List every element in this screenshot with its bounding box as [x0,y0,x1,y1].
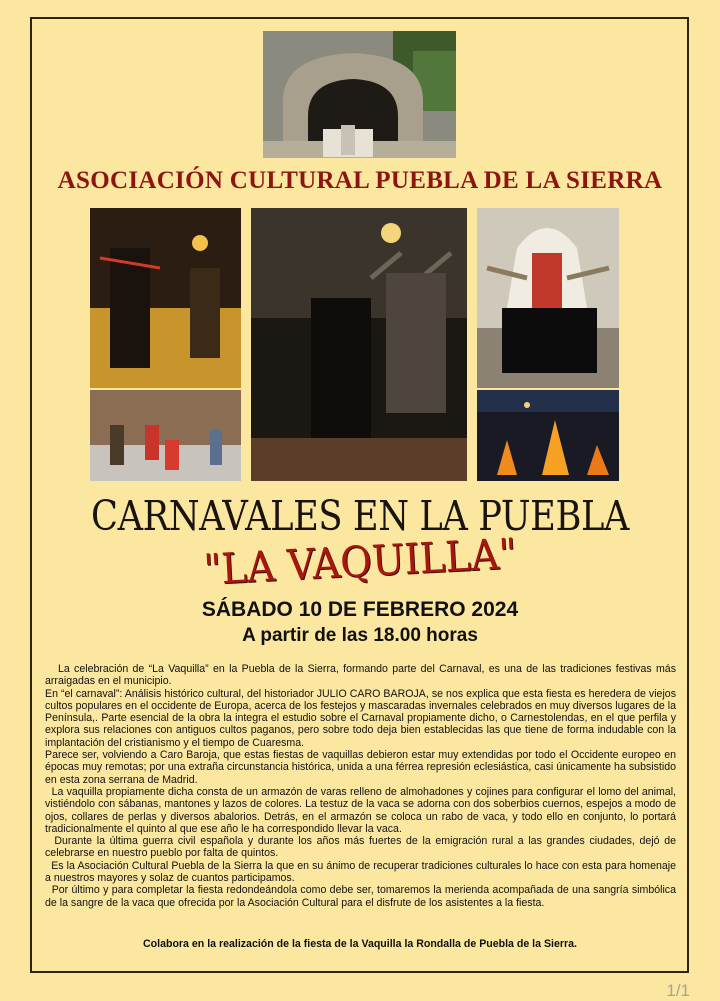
photo-night-procession [90,208,241,388]
event-time: A partir de las 18.00 horas [242,625,478,646]
photo-children-plaza [90,390,241,481]
paragraph-history: Durante la última guerra civil española y durante los años más fuertes de la emigración rural a las grandes ciudades, dejó de celebrarse en nuestro pueblo por falta de quintos. [45,835,677,860]
paragraph-closing: Por último y para completar la fiesta redondeándola como debe ser, tomaremos la merienda acompañada de una sangría simbólica de la sangre de la vaca que ofrecida por la Asociación Cultural para el disfrute de los asistentes a la fiesta. [45,884,676,909]
photo-masked-vaquilla [251,208,467,481]
photo-vaquilla-costume [477,208,619,388]
body-text [45,663,676,909]
paragraph-origin: Parece ser, volviendo a Caro Baroja, que estas fiestas de vaquillas debieron estar muy extendidas por todo el Occidente europeo en épocas muy remotas; por una extraña circunstancia histórica, unida a una férrea represión eclesiástica, casi únicamente ha subsistido en esta zona serrana de Madrid. [45,749,676,786]
association-title: ASOCIACIÓN CULTURAL PUEBLA DE LA SIERRA [57,167,663,194]
paragraph-association: Es la Asociación Cultural Puebla de la Sierra la que en su ánimo de recuperar tradiciones culturales lo hace con esta para homenaje a nuestros mayores y solaz de cuantos participamos. [45,859,677,885]
photo-stone-oven [263,31,456,158]
event-title: CARNAVALES EN LA PUEBLA [91,492,629,540]
paragraph-costume: La vaquilla propiamente dicha consta de un armazón de varas relleno de almohadones y cojines para configurar el lomo del animal, vistiéndolo con sábanas, mantones y lazos de colores. La testuz de la vaca se adorna con dos soberbios cuernos, espejos a modo de ojos, collares de perlas y diversos abalorios. Detrás, en el armazón se coloca un rabo de vaca, y todo ello en conjunto, lo portará tradicionalmente el quinto al que ese año le ha correspondido llevar la vaca. [45,785,677,835]
event-date: SÁBADO 10 DE FEBRERO 2024 [201,598,519,621]
photo-bonfire [477,390,619,481]
event-subtitle: "LA VAQUILLA" [202,528,518,595]
footer-credit: Colabora en la realización de la fiesta de la Vaquilla la Rondalla de Puebla de la Sierra. [143,938,577,950]
paragraph-caro-baroja: En “el carnaval”: Análisis histórico cultural, del historiador JULIO CARO BAROJA, se nos explica que esta fiesta es heredera de viejos cultos populares en el occidente de Europa, acerca de los festejos y mascaradas invernales celebrados en muy diversos lugares de la Península,. Parte esencial de la obra la integra el estudio sobre el Carnaval propiamente dicho, o Carnestolendas, en el que perfila y explora sus relaciones con antiguos cultos paganos, pero sobre todo deja bien establecidas las que tiene de forma indudable con la implantación del cristianismo y el tiempo de Cuaresma. [45,687,676,749]
page-number: 1/1 [666,981,690,1000]
paragraph-intro: La celebración de “La Vaquilla” en la Puebla de la Sierra, formando parte del Carnaval, es una de las tradiciones festivas más arraigadas en el municipio. [45,663,676,688]
